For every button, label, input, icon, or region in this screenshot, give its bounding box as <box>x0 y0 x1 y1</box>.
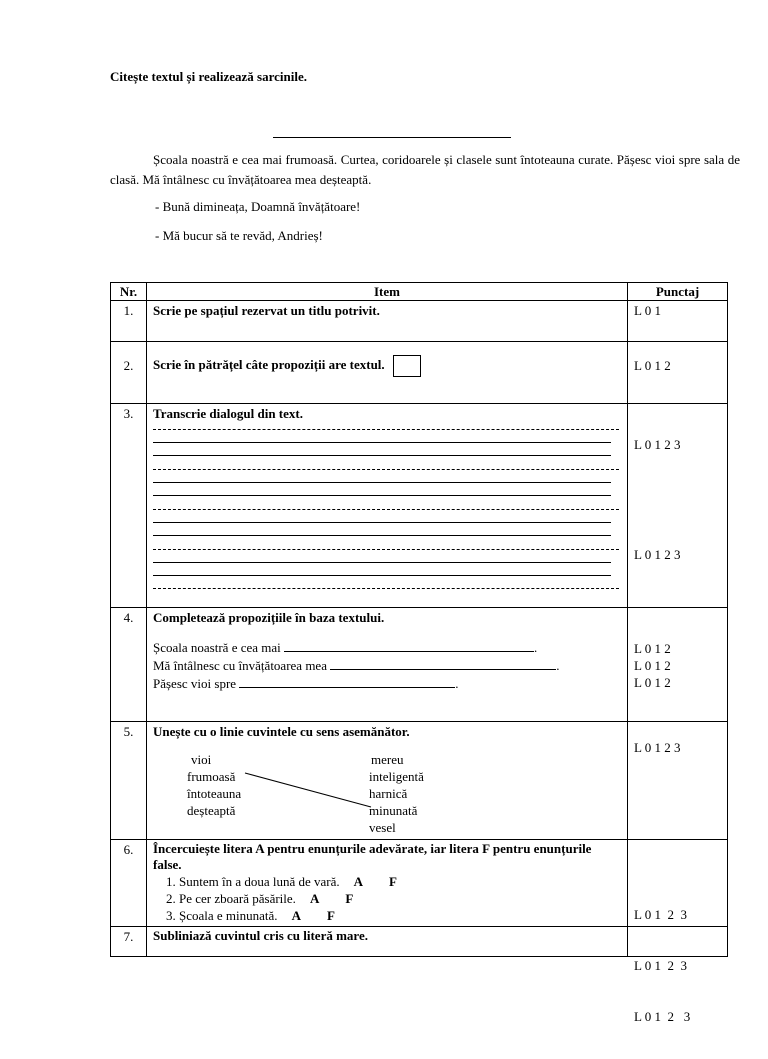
header-punctaj: Punctaj <box>628 283 728 301</box>
list-item: 3. Școala e minunată. A F <box>179 907 627 924</box>
answer-a[interactable]: A <box>353 874 364 889</box>
instruction: Citește textul și realizează sarcinile. <box>110 69 307 84</box>
writing-line[interactable] <box>153 562 611 563</box>
score-scale: L 0 1 2 <box>634 641 671 656</box>
text-paragraph: Școala noastră e cea mai frumoasă. Curtea, coridoarele și clasele sunt întoteauna curate. Pășesc vioi spre sala de clasă. Mă întâlnesc cu învățătoarea mea deșteaptă. <box>110 152 740 187</box>
score-scale: L 0 1 2 <box>634 675 671 690</box>
completion-blank[interactable] <box>239 676 455 688</box>
score-scale: L 0 1 2 <box>634 658 671 673</box>
score-scale: L 0 1 <box>634 303 661 318</box>
header-nr: Nr. <box>111 283 147 301</box>
task-text: Scrie în pătrățel câte propoziții are textul. <box>153 356 385 372</box>
score-scale: L 0 1 2 3 <box>634 958 687 973</box>
writing-line[interactable] <box>153 522 611 523</box>
answer-f[interactable]: F <box>345 891 354 906</box>
answer-f[interactable]: F <box>326 908 335 923</box>
table-row <box>111 301 728 342</box>
row-number: 6. <box>111 840 147 927</box>
row-number: 1. <box>111 301 147 342</box>
task-text: Completează propozițiile în baza textului. <box>153 610 385 625</box>
row-number: 4. <box>111 608 147 722</box>
row-number: 3. <box>111 404 147 608</box>
completion-blank[interactable] <box>284 640 534 652</box>
task-text: Unește cu o linie cuvintele cu sens asemănător. <box>153 724 410 739</box>
example-connecting-line <box>147 722 628 839</box>
writing-line-dashed[interactable] <box>153 549 619 550</box>
dialog-line-1: - Bună dimineața, Doamnă învățătoare! <box>155 199 361 214</box>
table-row <box>111 927 728 957</box>
answer-a[interactable]: A <box>291 908 301 923</box>
answer-a[interactable]: A <box>309 891 320 906</box>
right-word[interactable]: mereu <box>371 752 404 767</box>
task-text: Încercuiește litera A pentru enunțurile adevărate, iar litera F pentru enunțurile false. <box>153 841 592 872</box>
score-scale: L 0 1 2 3 <box>634 740 681 755</box>
completion-sentence-1: Școala noastră e cea mai . <box>153 640 538 655</box>
writing-line-dashed[interactable] <box>153 509 619 510</box>
table-row <box>111 722 728 840</box>
completion-sentence-2: Mă întâlnesc cu învățătoarea mea . <box>153 658 560 673</box>
task-text: Scrie pe spațiul rezervat un titlu potrivit. <box>153 303 380 318</box>
table-row <box>111 404 728 608</box>
writing-line[interactable] <box>153 495 611 496</box>
writing-line-dashed[interactable] <box>153 588 619 589</box>
left-word[interactable]: frumoasă <box>187 769 236 784</box>
answer-box[interactable] <box>393 355 421 377</box>
left-word[interactable]: vioi <box>191 752 212 767</box>
right-word[interactable]: vesel <box>369 820 396 835</box>
writing-line[interactable] <box>153 575 611 576</box>
table-header-row <box>111 283 728 301</box>
score-scale: L 0 1 2 3 <box>634 1009 691 1024</box>
list-item: 1. Suntem în a doua lună de vară. A F <box>179 873 627 890</box>
score-cell-empty <box>628 927 728 957</box>
task-text: Subliniază cuvintul cris cu literă mare. <box>153 928 368 943</box>
completion-sentence-3: Pășesc vioi spre . <box>153 676 459 691</box>
writing-line[interactable] <box>153 455 611 456</box>
score-scale: L 0 1 2 3 <box>634 547 681 562</box>
table-row <box>111 342 728 404</box>
table-row <box>111 608 728 722</box>
list-item: 2. Pe cer zboară păsările. A F <box>179 890 627 907</box>
true-false-list <box>147 873 627 924</box>
writing-line-dashed[interactable] <box>153 429 619 430</box>
score-scale: L 0 1 2 3 <box>634 907 687 922</box>
header-item: Item <box>147 283 628 301</box>
row-number: 2. <box>111 342 147 404</box>
right-word[interactable]: minunată <box>369 803 418 818</box>
dialog-line-2: - Mă bucur să te revăd, Andrieș! <box>155 228 323 243</box>
right-word[interactable]: inteligentă <box>369 769 424 784</box>
writing-line[interactable] <box>153 482 611 483</box>
left-word[interactable]: întoteauna <box>187 786 242 801</box>
writing-line-dashed[interactable] <box>153 469 619 470</box>
items-table <box>110 282 728 1024</box>
task-text: Transcrie dialogul din text. <box>153 406 303 421</box>
left-word[interactable]: deșteaptă <box>187 803 236 818</box>
row-number: 7. <box>111 927 147 957</box>
completion-blank[interactable] <box>330 658 556 670</box>
title-blank-line[interactable] <box>273 137 511 138</box>
writing-line[interactable] <box>153 535 611 536</box>
score-scale: L 0 1 2 3 <box>634 437 681 452</box>
row-number: 5. <box>111 722 147 840</box>
answer-f[interactable]: F <box>389 874 397 889</box>
writing-line[interactable] <box>153 442 611 443</box>
score-scale: L 0 1 2 <box>634 358 671 373</box>
right-word[interactable]: harnică <box>369 786 408 801</box>
table-row <box>111 840 728 927</box>
